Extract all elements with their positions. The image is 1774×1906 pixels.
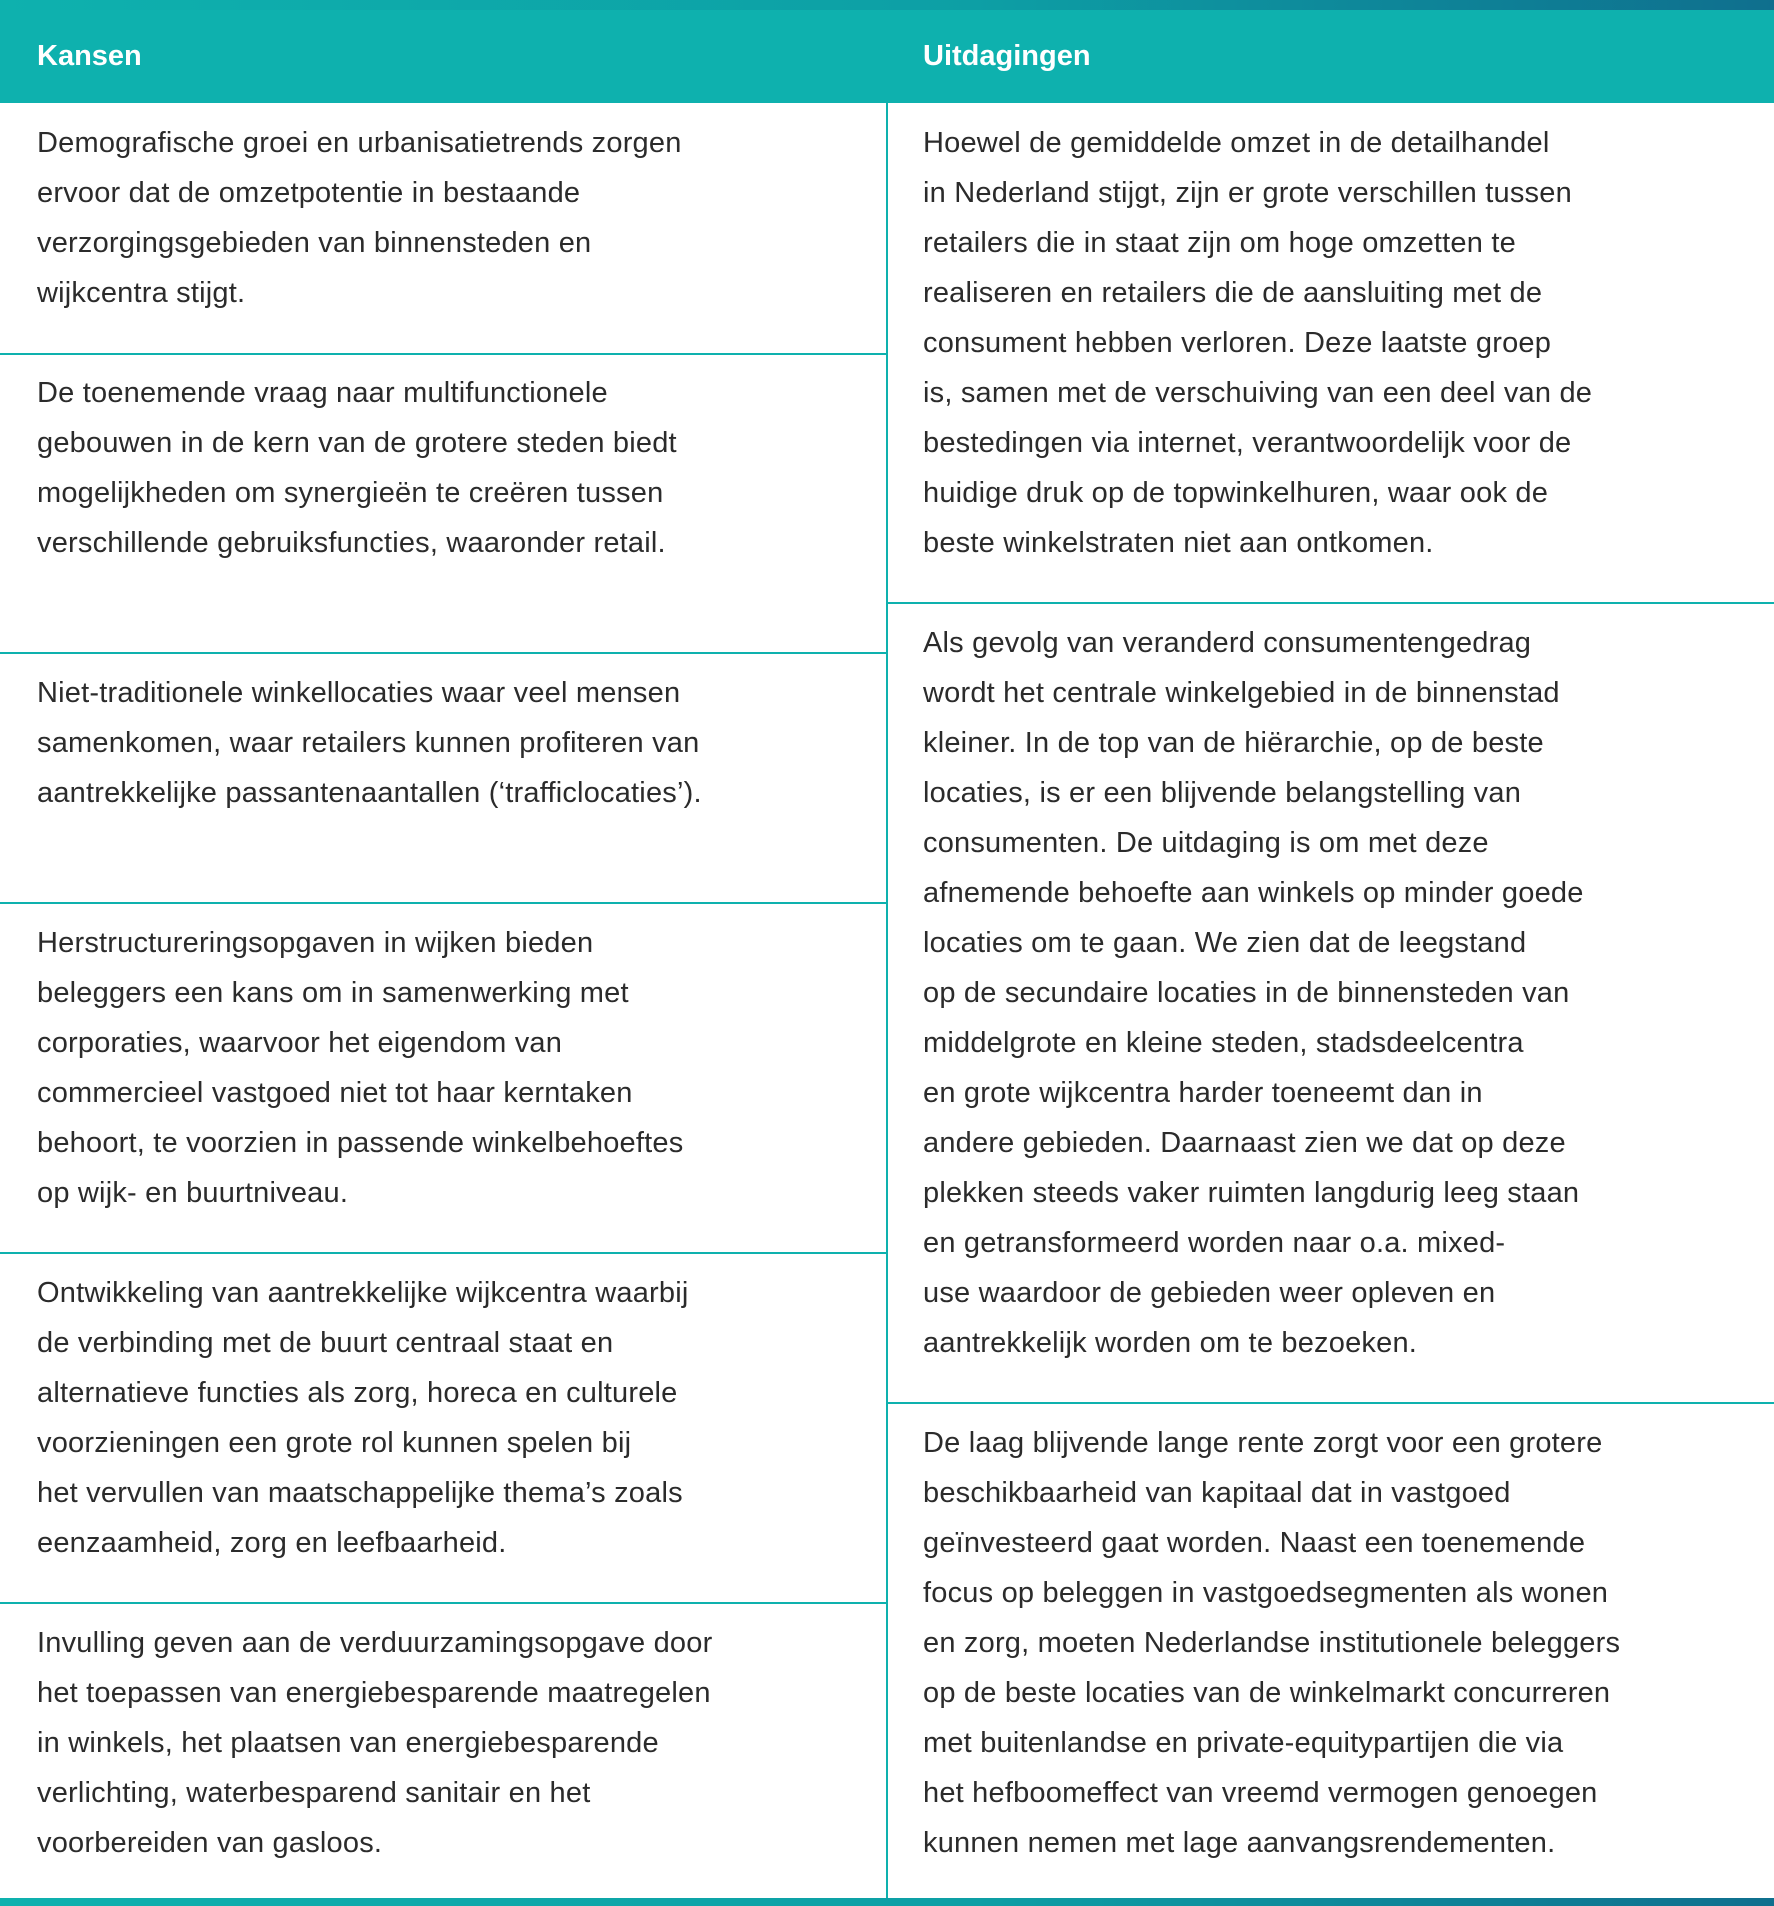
text-line: aantrekkelijk worden om te bezoeken. — [923, 1327, 1418, 1359]
kansen-cell-3 — [37, 668, 867, 818]
text-line: wordt het centrale winkelgebied in de binnenstad — [923, 677, 1560, 709]
text-line: op de beste locaties van de winkelmarkt concurreren — [923, 1677, 1611, 1709]
bottom-accent-bar — [0, 1898, 1774, 1906]
text-line: Demografische groei en urbanisatietrends zorgen — [37, 127, 682, 159]
uitdagingen-cell-3 — [923, 1418, 1753, 1868]
kansen-cell-4 — [37, 918, 867, 1218]
text-line: consument hebben verloren. Deze laatste groep — [923, 327, 1552, 359]
text-line: verzorgingsgebieden van binnensteden en — [37, 227, 592, 259]
text-line: Niet-traditionele winkellocaties waar veel mensen — [37, 677, 681, 709]
text-line: in winkels, het plaatsen van energiebesparende — [37, 1727, 659, 1759]
text-line: eenzaamheid, zorg en leefbaarheid. — [37, 1527, 507, 1559]
text-line: ervoor dat de omzetpotentie in bestaande — [37, 177, 581, 209]
text-line: Hoewel de gemiddelde omzet in de detailhandel — [923, 127, 1550, 159]
uitdagingen-cell-2 — [923, 618, 1753, 1368]
column-divider — [886, 10, 888, 1898]
text-line: de verbinding met de buurt centraal staat en — [37, 1327, 614, 1359]
text-line: kunnen nemen met lage aanvangsrendementen. — [923, 1827, 1556, 1859]
text-line: voorzieningen een grote rol kunnen spelen bij — [37, 1427, 632, 1459]
header-kansen: Kansen — [0, 10, 886, 103]
text-line: Herstructureringsopgaven in wijken bieden — [37, 927, 594, 959]
header-uitdagingen: Uitdagingen — [888, 10, 1774, 103]
text-line: kleiner. In de top van de hiërarchie, op de beste — [923, 727, 1544, 759]
text-line: retailers die in staat zijn om hoge omzetten te — [923, 227, 1516, 259]
kansen-cell-1 — [37, 118, 867, 318]
text-line: samenkomen, waar retailers kunnen profiteren van — [37, 727, 700, 759]
row-divider — [888, 602, 1774, 604]
text-line: op de secundaire locaties in de binnensteden van — [923, 977, 1570, 1009]
text-line: corporaties, waarvoor het eigendom van — [37, 1027, 563, 1059]
text-line: andere gebieden. Daarnaast zien we dat op deze — [923, 1127, 1566, 1159]
text-line: Als gevolg van veranderd consumentengedrag — [923, 627, 1532, 659]
text-line: verlichting, waterbesparend sanitair en het — [37, 1777, 591, 1809]
text-line: Ontwikkeling van aantrekkelijke wijkcentra waarbij — [37, 1277, 689, 1309]
text-line: en zorg, moeten Nederlandse institutionele beleggers — [923, 1627, 1621, 1659]
text-line: beschikbaarheid van kapitaal dat in vastgoed — [923, 1477, 1511, 1509]
text-line: locaties, is er een blijvende belangstelling van — [923, 777, 1522, 809]
text-line: consumenten. De uitdaging is om met deze — [923, 827, 1489, 859]
text-line: op wijk- en buurtniveau. — [37, 1177, 349, 1209]
text-line: huidige druk op de topwinkelhuren, waar ook de — [923, 477, 1549, 509]
text-line: en getransformeerd worden naar o.a. mixed- — [923, 1227, 1506, 1259]
text-line: beleggers een kans om in samenwerking met — [37, 977, 629, 1009]
text-line: commercieel vastgoed niet tot haar kerntaken — [37, 1077, 633, 1109]
text-line: geïnvesteerd gaat worden. Naast een toenemende — [923, 1527, 1586, 1559]
text-line: in Nederland stijgt, zijn er grote verschillen tussen — [923, 177, 1572, 209]
text-line: De laag blijvende lange rente zorgt voor een grotere — [923, 1427, 1603, 1459]
text-line: is, samen met de verschuiving van een deel van de — [923, 377, 1593, 409]
text-line: plekken steeds vaker ruimten langdurig leeg staan — [923, 1177, 1580, 1209]
row-divider — [0, 902, 886, 904]
top-accent-bar — [0, 0, 1774, 10]
text-line: mogelijkheden om synergieën te creëren tussen — [37, 477, 664, 509]
row-divider — [0, 353, 886, 355]
row-divider — [0, 1252, 886, 1254]
text-line: middelgrote en kleine steden, stadsdeelcentra — [923, 1027, 1524, 1059]
text-line: verschillende gebruiksfuncties, waaronder retail. — [37, 527, 666, 559]
text-line: Invulling geven aan de verduurzamingsopgave door — [37, 1627, 713, 1659]
text-line: het toepassen van energiebesparende maatregelen — [37, 1677, 711, 1709]
text-line: beste winkelstraten niet aan ontkomen. — [923, 527, 1434, 559]
row-divider — [0, 652, 886, 654]
text-line: focus op beleggen in vastgoedsegmenten als wonen — [923, 1577, 1609, 1609]
text-line: en grote wijkcentra harder toeneemt dan in — [923, 1077, 1483, 1109]
text-line: behoort, te voorzien in passende winkelbehoeftes — [37, 1127, 684, 1159]
text-line: afnemende behoefte aan winkels op minder goede — [923, 877, 1584, 909]
text-line: voorbereiden van gasloos. — [37, 1827, 383, 1859]
kansen-cell-5 — [37, 1268, 867, 1568]
kansen-cell-6 — [37, 1618, 867, 1868]
text-line: met buitenlandse en private-equitypartijen die via — [923, 1727, 1564, 1759]
text-line: locaties om te gaan. We zien dat de leegstand — [923, 927, 1527, 959]
text-line: het hefboomeffect van vreemd vermogen genoegen — [923, 1777, 1598, 1809]
text-line: aantrekkelijke passantenaantallen (‘trafficlocaties’). — [37, 777, 702, 809]
row-divider — [0, 1602, 886, 1604]
text-line: bestedingen via internet, verantwoordelijk voor de — [923, 427, 1572, 459]
uitdagingen-cell-1 — [923, 118, 1753, 568]
row-divider — [888, 1402, 1774, 1404]
text-line: realiseren en retailers die de aansluiting met de — [923, 277, 1543, 309]
text-line: het vervullen van maatschappelijke thema’s zoals — [37, 1477, 683, 1509]
text-line: wijkcentra stijgt. — [37, 277, 246, 309]
text-line: gebouwen in de kern van de grotere steden biedt — [37, 427, 677, 459]
text-line: use waardoor de gebieden weer opleven en — [923, 1277, 1496, 1309]
text-line: alternatieve functies als zorg, horeca en culturele — [37, 1377, 678, 1409]
text-line: De toenemende vraag naar multifunctionele — [37, 377, 608, 409]
kansen-cell-2 — [37, 368, 867, 568]
